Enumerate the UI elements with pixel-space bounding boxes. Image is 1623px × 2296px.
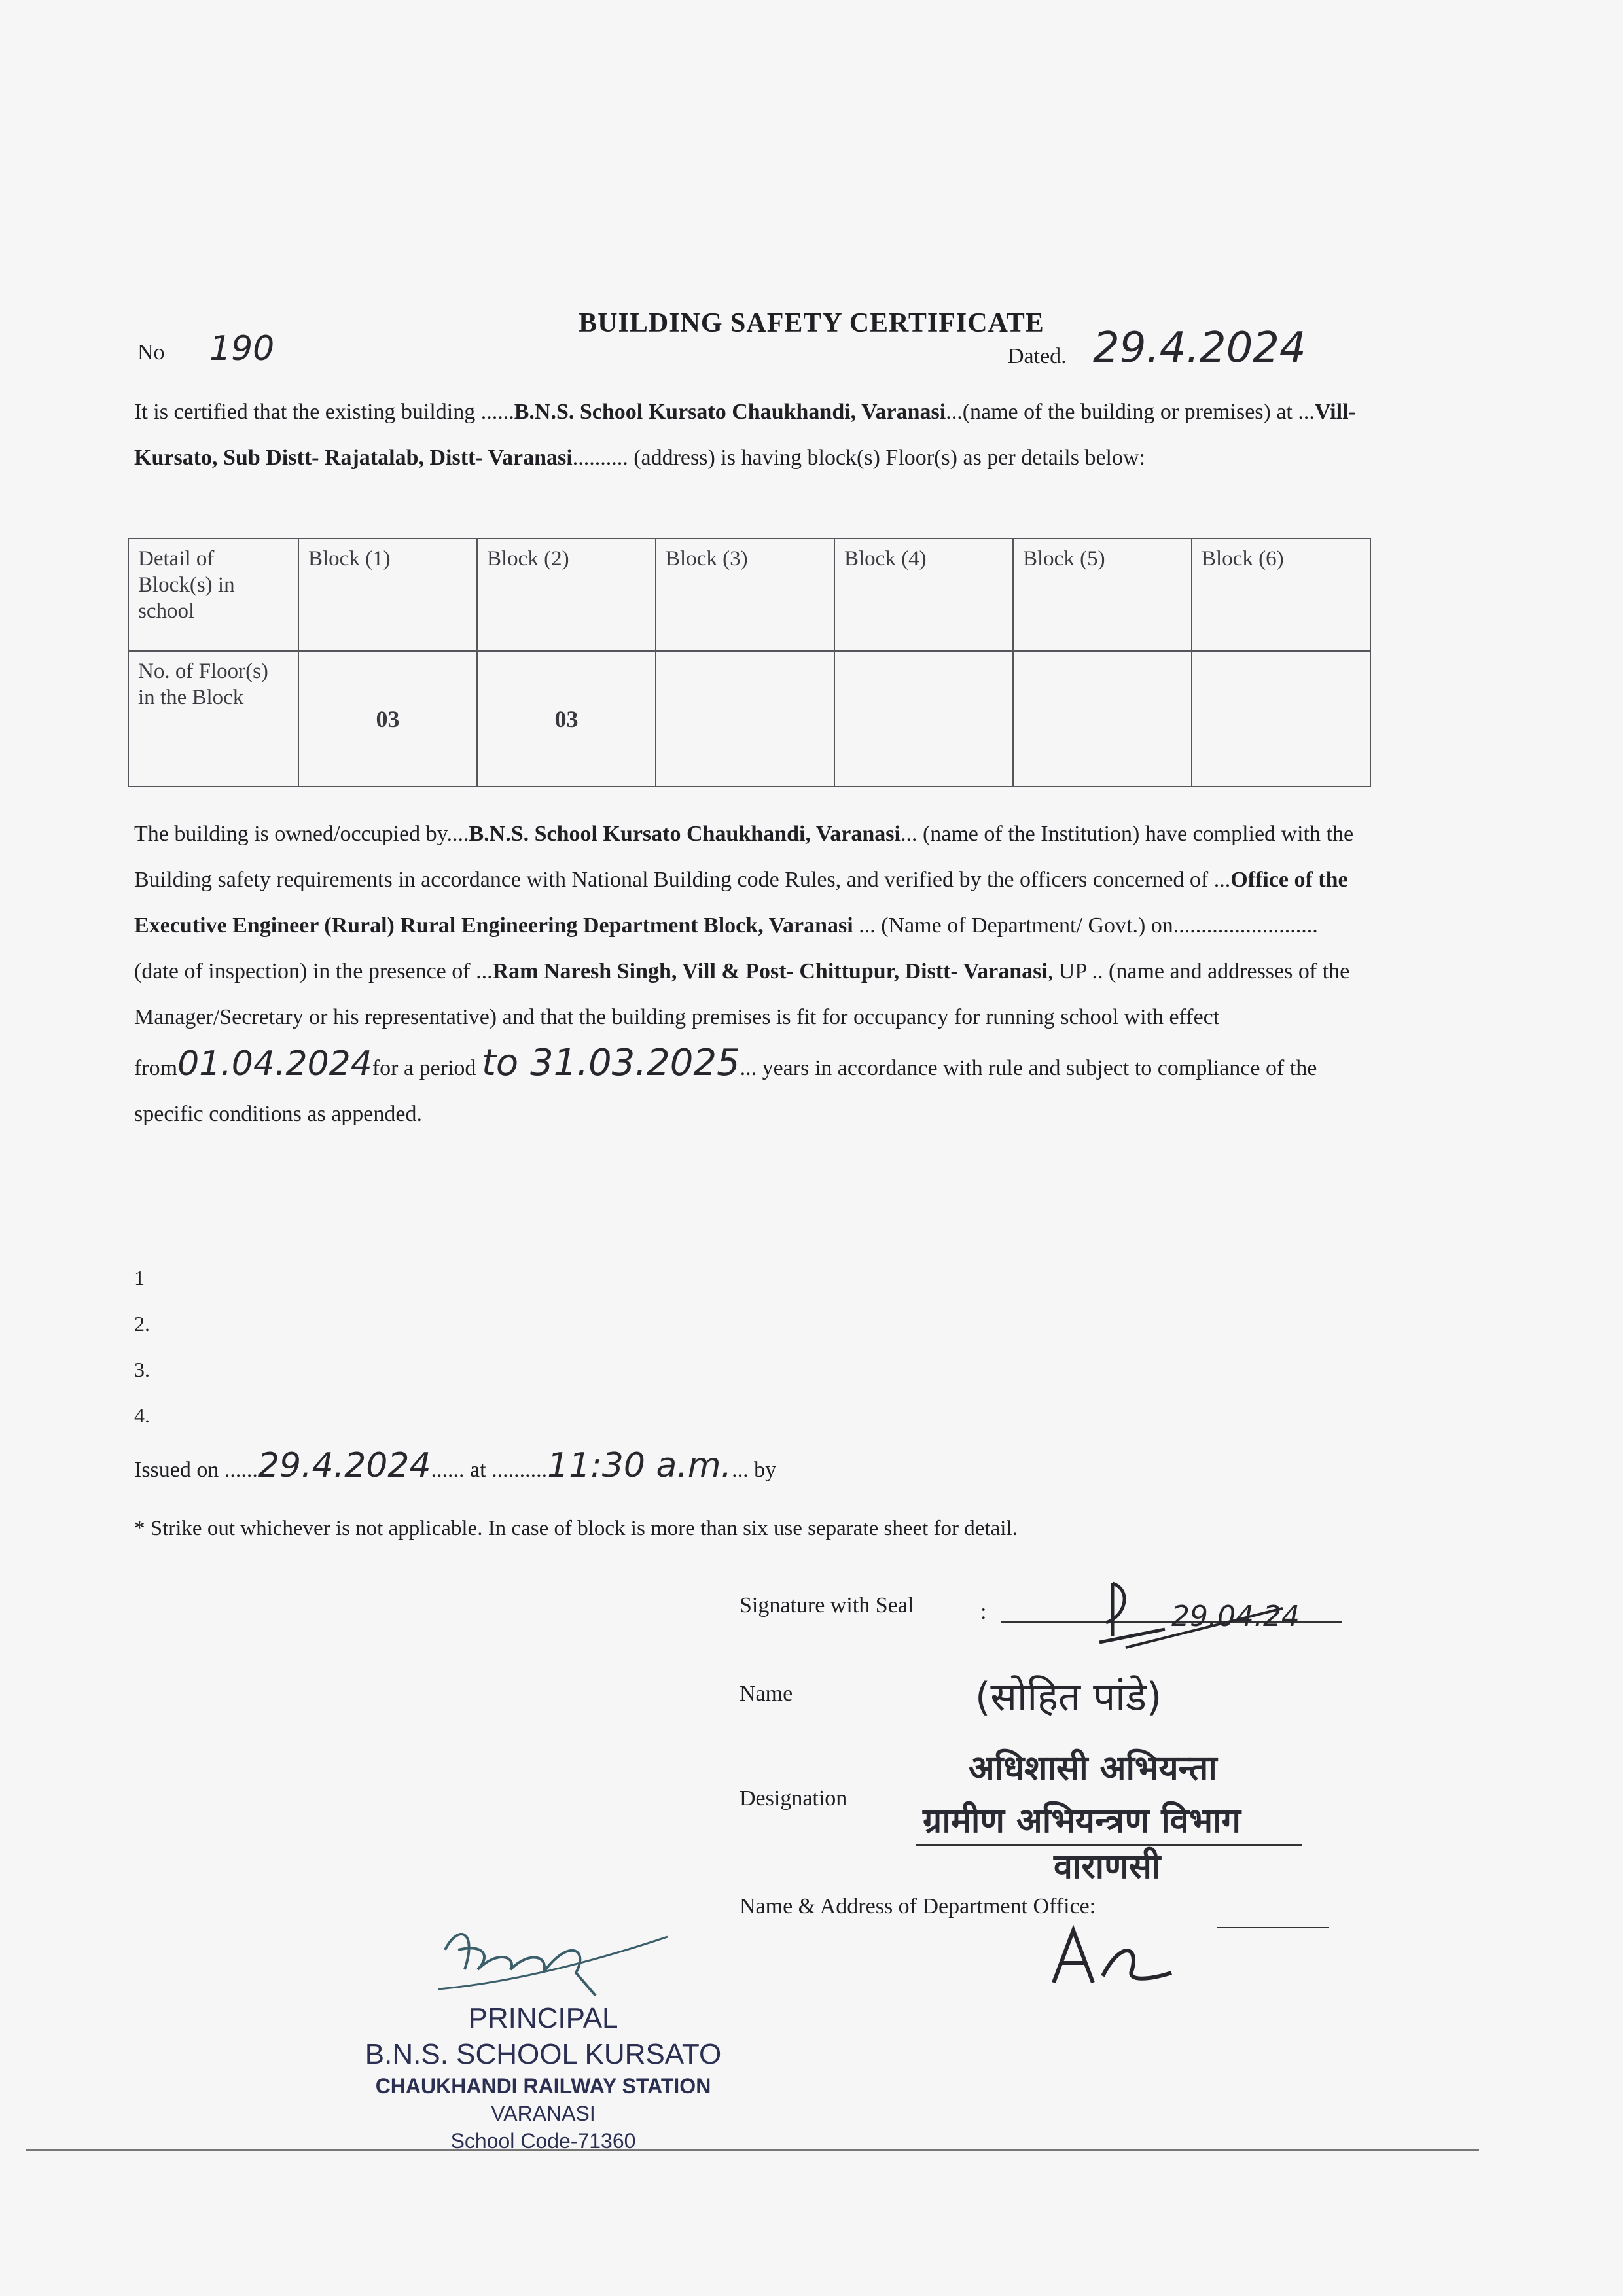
condition-item: 4. (134, 1404, 150, 1427)
intro-text-1: It is certified that the existing building ...... (134, 400, 514, 424)
building-name: B.N.S. School Kursato Chaukhandi, Varanasi (514, 400, 946, 424)
intro-text-3: .......... (address) is having block(s) Floor(s) as per details below: (572, 446, 1146, 470)
department-office-line (1217, 1927, 1329, 1928)
floors-cell: 03 (298, 651, 477, 786)
issued-time: 11:30 a.m. (547, 1446, 732, 1485)
designation-hindi-2: ग्रामीण अभियन्त्रण विभाग (923, 1801, 1241, 1841)
principal-signature (419, 1911, 681, 2009)
floors-cell (834, 651, 1013, 786)
blocks-table (128, 538, 1371, 787)
footnote: * Strike out whichever is not applicable. In case of block is more than six use separate sheet for detail. (134, 1517, 1018, 1540)
table-row-floors (128, 651, 1370, 786)
compliance-text-5: , UP .. (name and addresses of the Manager/Secretary or his representative) and that the building premises is fit for occupancy for running school with effect from (134, 959, 1350, 1080)
department-name: Office of the Executive Engineer (Rural) Rural Engineering Department Block, Varanasi (134, 868, 1348, 938)
condition-item: 1 (134, 1266, 145, 1290)
initials-mark (1041, 1917, 1185, 1996)
name-label: Name (740, 1682, 793, 1706)
signature-date: 29.04.24 (1171, 1600, 1300, 1633)
block-header: Block (5) (1013, 539, 1192, 651)
block-header: Block (1) (298, 539, 477, 651)
block-header: Block (2) (477, 539, 656, 651)
department-office-label: Name & Address of Department Office: (740, 1894, 1096, 1918)
signature-label: Signature with Seal (740, 1593, 914, 1617)
stamp-school-code: School Code-71360 (450, 2129, 636, 2153)
issued-on-label: Issued on (134, 1458, 219, 1482)
stamp-city: VARANASI (491, 2102, 596, 2125)
row-label-floors: No. of Floor(s) in the Block (128, 651, 298, 786)
floors-cell: 03 (477, 651, 656, 786)
effective-from-date: 01.04.2024 (177, 1044, 372, 1084)
effective-to-date: to 31.03.2025 (481, 1042, 740, 1084)
stamp-school: B.N.S. SCHOOL KURSATO (365, 2038, 722, 2070)
compliance-paragraph (134, 811, 1364, 1137)
intro-paragraph (134, 389, 1364, 481)
condition-item: 2. (134, 1312, 150, 1335)
row-label-blocks: Detail of Block(s) in school (128, 539, 298, 651)
designation-label: Designation (740, 1786, 847, 1810)
issued-line: Issued on ......29.4.2024...... at ..........11:30 a.m.... by (134, 1446, 777, 1485)
compliance-text-3: ... (Name of Department/ Govt.) on (853, 913, 1173, 938)
issued-by-label: by (754, 1458, 777, 1482)
owner-name: B.N.S. School Kursato Chaukhandi, Varanasi (469, 822, 901, 846)
floors-cell (1013, 651, 1192, 786)
compliance-text-1: The building is owned/occupied by.... (134, 822, 469, 846)
intro-text-2: ...(name of the building or premises) at ... (946, 400, 1315, 424)
block-header: Block (3) (656, 539, 834, 651)
manager-name: Ram Naresh Singh, Vill & Post- Chittupur, Distt- Varanasi (492, 959, 1048, 983)
compliance-text-4: .......................... (date of inspection) in the presence of ... (134, 913, 1318, 983)
certificate-number-value: 190 (209, 329, 275, 368)
name-value: (सोहित पांडे) (975, 1674, 1162, 1720)
issued-at-label: at (470, 1458, 486, 1482)
certificate-number-label: No (137, 340, 165, 364)
stamp-principal: PRINCIPAL (468, 2002, 618, 2034)
compliance-text-7: ... years in accordance with rule and subject to compliance of the specific conditions as appended. (134, 1056, 1317, 1126)
compliance-text-2: ... (name of the Institution) have complied with the Building safety requirements in accordance with National Building code Rules, and verified by the officers concerned of ... (134, 822, 1354, 892)
designation-hindi-3: वाराणसी (1054, 1847, 1161, 1886)
block-header: Block (4) (834, 539, 1013, 651)
floors-cell (656, 651, 834, 786)
bottom-rule (26, 2149, 1479, 2151)
stamp-station: CHAUKHANDI RAILWAY STATION (375, 2074, 711, 2098)
block-header: Block (6) (1192, 539, 1370, 651)
building-address: Vill- Kursato, Sub Distt- Rajatalab, Distt- Varanasi (134, 400, 1356, 470)
floors-cell (1192, 651, 1370, 786)
condition-item: 3. (134, 1358, 150, 1381)
dated-label: Dated. (1008, 344, 1067, 368)
compliance-text-6: for a period (372, 1056, 476, 1080)
certificate-title: BUILDING SAFETY CERTIFICATE (579, 308, 1044, 338)
table-row-blocks (128, 539, 1370, 651)
issued-date: 29.4.2024 (257, 1446, 431, 1485)
dated-value: 29.4.2024 (1093, 324, 1306, 372)
signature-colon: : (980, 1600, 987, 1624)
designation-hindi-1: अधिशासी अभियन्ता (969, 1749, 1217, 1788)
